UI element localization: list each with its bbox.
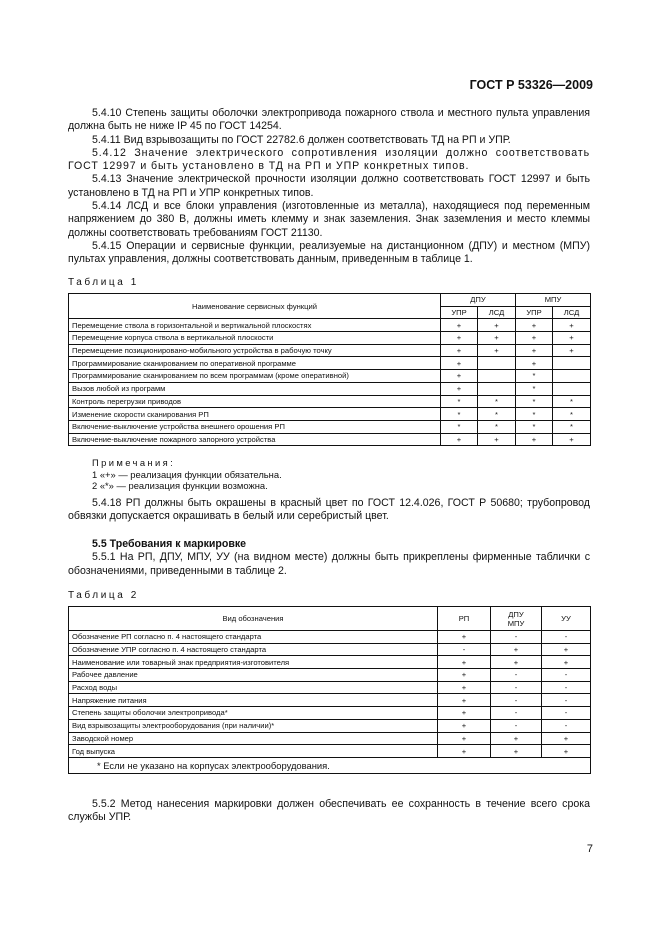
cell-value: - — [491, 681, 542, 694]
table-row — [69, 420, 591, 433]
cell-value: + — [516, 344, 553, 357]
table-row — [69, 344, 591, 357]
cell-value: - — [491, 631, 542, 644]
cell-value: + — [516, 332, 553, 345]
table-1-header-name: Наименование сервисных функций — [69, 294, 441, 319]
table-row — [69, 433, 591, 446]
cell-value: + — [491, 732, 542, 745]
table-row — [69, 694, 591, 707]
cell-value: + — [491, 656, 542, 669]
cell-value: - — [542, 681, 591, 694]
table-row — [69, 745, 591, 758]
table-2-header-dpu-mpu — [491, 607, 542, 631]
cell-value: + — [438, 669, 491, 682]
cell-value: + — [516, 319, 553, 332]
cell-value: + — [553, 433, 591, 446]
section-5-5-block — [68, 538, 590, 578]
marking-name: Обозначение УПР согласно п. 4 настоящего стандарта — [69, 643, 438, 656]
cell-value: + — [441, 357, 478, 370]
cell-value: + — [438, 732, 491, 745]
table-2-header-uu: УУ — [542, 607, 591, 631]
cell-value: + — [542, 745, 591, 758]
cell-value: - — [542, 694, 591, 707]
function-name: Программирование сканированием по оперативной программе — [69, 357, 441, 370]
cell-value: + — [542, 732, 591, 745]
function-name: Изменение скорости сканирования РП — [69, 408, 441, 421]
cell-value: - — [491, 707, 542, 720]
cell-value — [553, 382, 591, 395]
table-row — [69, 370, 591, 383]
table-footnote-row — [69, 757, 591, 773]
paragraph-5-5-2: 5.5.2 Метод нанесения маркировки должен обеспечивать ее сохранность в течение всего срока службы УПР. — [68, 798, 590, 824]
cell-value: * — [516, 408, 553, 421]
table-1-service-functions — [68, 293, 591, 446]
table-1-header-dpu: ДПУ — [441, 294, 516, 307]
table-2-markings — [68, 606, 591, 774]
cell-value: - — [542, 631, 591, 644]
paragraph-5-4-13: 5.4.13 Значение электрической прочности изоляции должно соответствовать ГОСТ 12997 и быть установлено в ТД на РП и УПР конкретных типов. — [68, 173, 590, 199]
cell-value: + — [438, 656, 491, 669]
paragraph-5-4-12: 5.4.12 Значение электрического сопротивления изоляции должно соответствовать ГОСТ 12997 и быть установлено в ТД на РП и УПР конкретных типов. — [68, 146, 590, 173]
paragraph-5-5-1: 5.5.1 На РП, ДПУ, МПУ, УУ (на видном месте) должны быть прикреплены фирменные таблички с обозначениями, приведенными в таблице 2. — [68, 551, 590, 577]
cell-value: + — [478, 433, 516, 446]
header-mpu: МПУ — [507, 618, 525, 628]
marking-name: Степень защиты оболочки электропривода* — [69, 707, 438, 720]
table-row — [69, 643, 591, 656]
marking-name: Вид взрывозащиты электрооборудования (при наличии)* — [69, 719, 438, 732]
marking-name: Наименование или товарный знак предприятия-изготовителя — [69, 656, 438, 669]
cell-value: + — [542, 656, 591, 669]
cell-value: * — [553, 408, 591, 421]
document-code-header: ГОСТ Р 53326—2009 — [469, 78, 593, 92]
table-row — [69, 707, 591, 720]
cell-value — [478, 382, 516, 395]
table-2-footnote: * Если не указано на корпусах электрооборудования. — [69, 757, 591, 773]
cell-value: + — [516, 357, 553, 370]
paragraph-5-4-18-block — [68, 497, 590, 524]
cell-value — [553, 357, 591, 370]
cell-value: * — [478, 408, 516, 421]
cell-value: * — [516, 395, 553, 408]
function-name: Перемещение позиционировано-мобильного устройства в рабочую точку — [69, 344, 441, 357]
marking-name: Год выпуска — [69, 745, 438, 758]
cell-value: + — [441, 433, 478, 446]
cell-value: + — [553, 319, 591, 332]
cell-value: + — [441, 319, 478, 332]
marking-name: Расход воды — [69, 681, 438, 694]
cell-value: + — [441, 370, 478, 383]
table-row — [69, 408, 591, 421]
cell-value: * — [553, 420, 591, 433]
cell-value: * — [478, 395, 516, 408]
cell-value: + — [438, 681, 491, 694]
marking-name: Напряжение питания — [69, 694, 438, 707]
table-1-subheader: УПР — [441, 306, 478, 319]
page-number: 7 — [586, 843, 593, 855]
function-name: Перемещение корпуса ствола в вертикальной плоскости — [69, 332, 441, 345]
header-dpu: ДПУ — [508, 609, 524, 619]
cell-value: + — [553, 332, 591, 345]
cell-value: * — [441, 395, 478, 408]
marking-name: Рабочее давление — [69, 669, 438, 682]
cell-value: + — [441, 332, 478, 345]
cell-value: - — [542, 669, 591, 682]
table-row — [69, 681, 591, 694]
cell-value: + — [438, 631, 491, 644]
cell-value: - — [438, 643, 491, 656]
function-name: Включение-выключение пожарного запорного устройства — [69, 433, 441, 446]
cell-value: + — [438, 745, 491, 758]
table-row — [69, 357, 591, 370]
cell-value — [478, 357, 516, 370]
marking-name: Обозначение РП согласно п. 4 настоящего стандарта — [69, 631, 438, 644]
table-1-header-mpu: МПУ — [516, 294, 591, 307]
note-item: 1 «+» — реализация функции обязательна. — [92, 468, 282, 480]
cell-value: * — [553, 395, 591, 408]
cell-value: - — [491, 719, 542, 732]
marking-name: Заводской номер — [69, 732, 438, 745]
paragraph-5-4-11: 5.4.11 Вид взрывозащиты по ГОСТ 22782.6 должен соответствовать ТД на РП и УПР. — [92, 133, 511, 146]
cell-value: + — [478, 319, 516, 332]
cell-value: - — [491, 694, 542, 707]
cell-value: * — [478, 420, 516, 433]
paragraph-5-4-14: 5.4.14 ЛСД и все блоки управления (изготовленные из металла), находящиеся под переменным напряжением до 380 В, должны иметь клемму и знак заземления. Знак заземления и место клеммы должны соответствовать требованиям ГОСТ 21130. — [68, 200, 590, 239]
cell-value: + — [441, 344, 478, 357]
table-row — [69, 669, 591, 682]
paragraph-5-5-2-block — [68, 798, 590, 825]
table-row — [69, 319, 591, 332]
cell-value: + — [478, 332, 516, 345]
cell-value: - — [542, 719, 591, 732]
cell-value: * — [441, 420, 478, 433]
table-2-header-rp: РП — [438, 607, 491, 631]
table-row — [69, 395, 591, 408]
cell-value: + — [553, 344, 591, 357]
table-row — [69, 719, 591, 732]
table-1-subheader: ЛСД — [478, 306, 516, 319]
notes-title: Примечания: — [92, 457, 176, 468]
paragraph-5-4-15: 5.4.15 Операции и сервисные функции, реализуемые на дистанционном (ДПУ) и местном (МПУ) пультах управления, должны соответствовать данным, приведенным в таблице 1. — [68, 239, 590, 266]
cell-value: + — [438, 694, 491, 707]
cell-value — [553, 370, 591, 383]
function-name: Вызов любой из программ — [69, 382, 441, 395]
paragraph-5-4-18: 5.4.18 РП должны быть окрашены в красный цвет по ГОСТ 12.4.026, ГОСТ Р 50680; трубопровод обвязки допускается окрашивать в белый или серебристый цвет. — [68, 497, 590, 523]
table-row — [69, 382, 591, 395]
function-name: Программирование сканированием по всем программам (кроме оперативной) — [69, 370, 441, 383]
cell-value: * — [516, 382, 553, 395]
cell-value: + — [542, 643, 591, 656]
table-1-subheader: ЛСД — [553, 306, 591, 319]
cell-value: + — [438, 707, 491, 720]
cell-value: + — [478, 344, 516, 357]
table-2-header-name: Вид обозначения — [69, 607, 438, 631]
section-5-5-title: 5.5 Требования к маркировке — [92, 538, 247, 550]
cell-value: + — [441, 382, 478, 395]
function-name: Перемещение ствола в горизонтальной и вертикальной плоскостях — [69, 319, 441, 332]
paragraph-5-4-10: 5.4.10 Степень защиты оболочки электропривода пожарного ствола и местного пульта управления должна быть не ниже IP 45 по ГОСТ 14254. — [68, 107, 590, 133]
function-name: Включение-выключение устройства внешнего орошения РП — [69, 420, 441, 433]
table-row — [69, 732, 591, 745]
cell-value: * — [516, 420, 553, 433]
table-1-subheader: УПР — [516, 306, 553, 319]
cell-value: + — [438, 719, 491, 732]
section-5-4-text — [68, 107, 590, 267]
cell-value: - — [491, 669, 542, 682]
table-row — [69, 656, 591, 669]
function-name: Контроль перегрузки приводов — [69, 395, 441, 408]
cell-value: + — [516, 433, 553, 446]
cell-value: * — [441, 408, 478, 421]
cell-value: + — [491, 745, 542, 758]
cell-value — [478, 370, 516, 383]
table-1-caption: Таблица 1 — [68, 277, 139, 288]
table-row — [69, 332, 591, 345]
table-row — [69, 631, 591, 644]
cell-value: - — [542, 707, 591, 720]
table-2-caption: Таблица 2 — [68, 590, 139, 601]
cell-value: * — [516, 370, 553, 383]
note-item: 2 «*» — реализация функции возможна. — [92, 480, 268, 492]
cell-value: + — [491, 643, 542, 656]
table-1-notes — [92, 457, 282, 492]
